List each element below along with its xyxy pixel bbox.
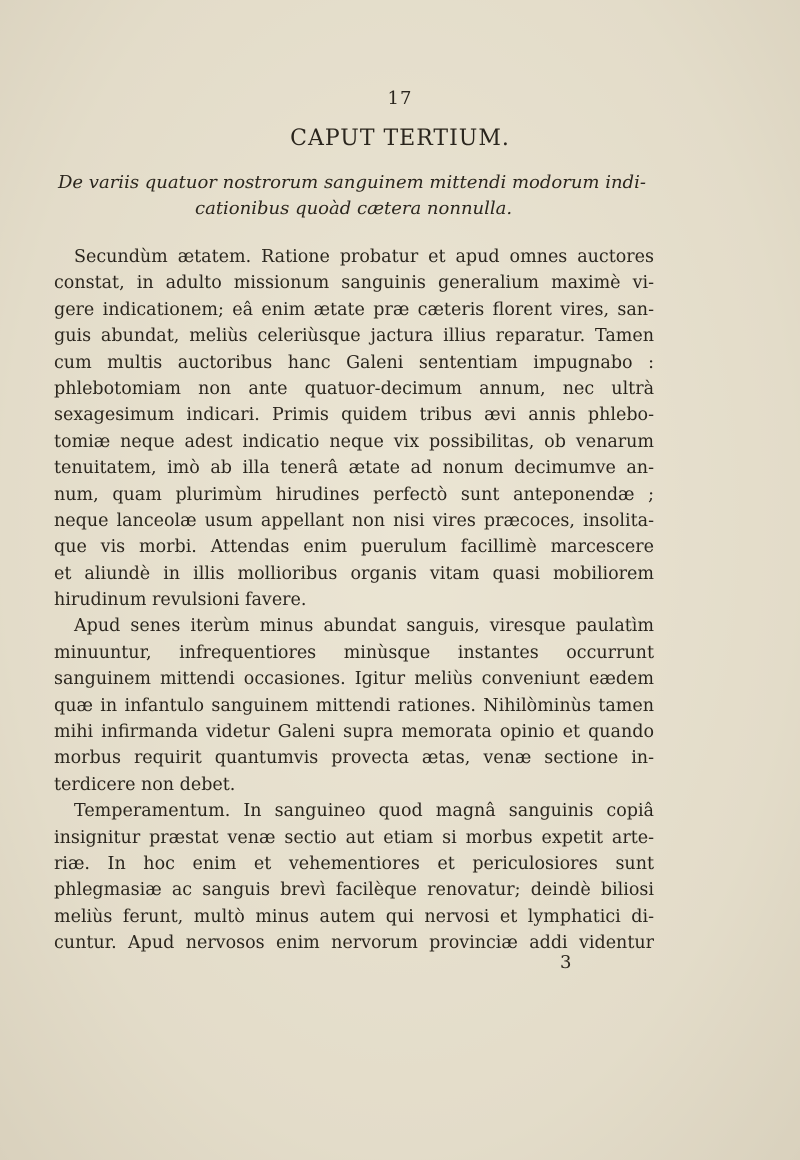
text-line: quæ in infantulo sanguinem mittendi rationes. Nihilòminùs tamen xyxy=(54,695,654,716)
text-line: phlebotomiam non ante quatuor-decimum annum, nec ultrà xyxy=(54,378,654,399)
text-line: sanguinem mittendi occasiones. Igitur meliùs conveniunt eædem xyxy=(54,669,654,690)
subtitle-line: cationibus quoàd cætera nonnulla. xyxy=(195,198,513,219)
page-number: 17 xyxy=(387,88,413,109)
text-line: hirudinum revulsioni favere. xyxy=(54,590,307,611)
text-line: tomiæ neque adest indicatio neque vix possibilitas, ob venarum xyxy=(54,431,654,452)
text-line: morbus requirit quantumvis provecta ætas, venæ sectione in- xyxy=(54,748,654,769)
text-line: et aliundè in illis mollioribus organis vitam quasi mobiliorem xyxy=(54,563,654,584)
text-line: Secundùm ætatem. Ratione probatur et apud omnes auctores xyxy=(74,247,654,267)
text-line: mihi infirmanda videtur Galeni supra memorata opinio et quando xyxy=(54,722,654,743)
text-line: Apud senes iterùm minus abundat sanguis, viresque paulatìm xyxy=(74,616,654,637)
text-line: riæ. In hoc enim et vehementiores et periculosiores sunt xyxy=(54,853,654,874)
subtitle-line: De variis quatuor nostrorum sanguinem mittendi modorum indi- xyxy=(58,172,646,193)
chapter-title: CAPUT TERTIUM. xyxy=(290,126,510,151)
text-line: gere indicationem; eâ enim ætate præ cæteris florent vires, san- xyxy=(54,299,654,320)
text-line: neque lanceolæ usum appellant non nisi vires præcoces, insolita- xyxy=(54,510,654,531)
text-line: insignitur præstat venæ sectio aut etiam si morbus expetit arte- xyxy=(54,827,654,848)
signature-mark: 3 xyxy=(560,952,572,973)
text-line: cuntur. Apud nervosos enim nervorum provinciæ addi videntur xyxy=(54,933,654,954)
chapter-subtitle xyxy=(58,170,718,222)
text-line: num, quam plurimùm hirudines perfectò sunt anteponendæ ; xyxy=(54,484,654,505)
text-line: que vis morbi. Attendas enim puerulum facillimè marcescere xyxy=(54,537,654,558)
text-line: Temperamentum. In sanguineo quod magnâ sanguinis copiâ xyxy=(74,801,654,822)
text-line: minuuntur, infrequentiores minùsque instantes occurrunt xyxy=(54,642,654,663)
text-line: terdicere non debet. xyxy=(54,774,236,795)
text-line: phlegmasiæ ac sanguis brevì facilèque renovatur; deindè biliosi xyxy=(54,880,654,901)
text-line: meliùs ferunt, multò minus autem qui nervosi et lymphatici di- xyxy=(54,906,654,927)
text-line: constat, in adulto missionum sanguinis generalium maximè vi- xyxy=(54,273,654,294)
text-line: guis abundat, meliùs celeriùsque jactura illius reparatur. Tamen xyxy=(54,326,654,347)
text-line: cum multis auctoribus hanc Galeni sententiam impugnabo : xyxy=(54,352,654,373)
body-text xyxy=(54,244,654,957)
text-line: sexagesimum indicari. Primis quidem tribus ævi annis phlebo- xyxy=(54,405,654,426)
text-line: tenuitatem, imò ab illa tenerâ ætate ad nonum decimumve an- xyxy=(54,458,654,479)
